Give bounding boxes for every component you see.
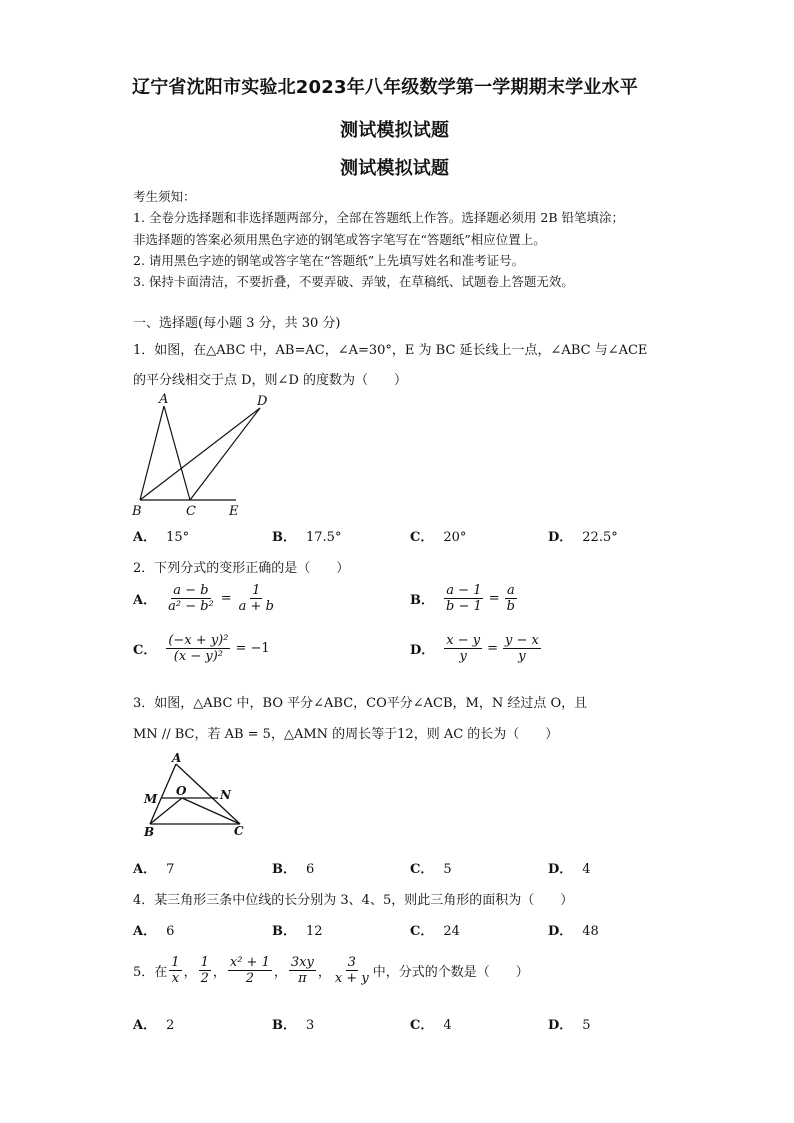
q1-label-B: B: [132, 504, 142, 519]
q3-label-M: M: [144, 792, 158, 806]
q3-label-B: B: [144, 825, 155, 839]
q5-stem: 5．在 $\frac{1}{x}$ ， $\frac{1}{2}$ ， $\frac{\text{x² + 1}}{2}$ ， $\frac{3xy}{\pi}$ ， $\frac{3}{x + y}$ 中，分式的个数是（ ）: [133, 955, 529, 986]
q3-option-d[interactable]: D． 4: [548, 862, 591, 877]
section-heading: 一、选择题(每小题 3 分，共 30 分): [133, 316, 341, 331]
q1-seg-AC: [164, 406, 190, 500]
q3-stem-line1: 3．如图，△ABC 中，BO 平分∠ABC，CO平分∠ACB，M，N 经过点 O，且: [133, 696, 588, 711]
q5-option-c[interactable]: C． 4: [410, 1018, 452, 1033]
notice-line3: 2. 请用黑色字迹的钢笔或答字笔在“答题纸”上先填写姓名和准考证号。: [133, 253, 525, 268]
q3-option-a[interactable]: A． 7: [133, 862, 175, 877]
q2-option-d[interactable]: D． $\frac{x - y}{y}$ = $\frac{y - x}{y}$: [410, 633, 539, 664]
q1-option-c[interactable]: C． 20°: [410, 530, 467, 545]
q4-option-c[interactable]: C． 24: [410, 924, 460, 939]
q3-stem-line2: MN // BC，若 AB = 5，△AMN 的周长等于12，则 AC 的长为（ ）: [133, 727, 559, 742]
q3-option-b[interactable]: B． 6: [272, 862, 315, 877]
q3-figure: [140, 752, 255, 842]
q2-option-b[interactable]: B． $\frac{a - 1}{b - 1}$ = $\frac{a}{b}$: [410, 583, 515, 614]
q4-option-a[interactable]: A． 6: [133, 924, 175, 939]
q1-label-D: D: [257, 394, 268, 409]
q5-option-a[interactable]: A． 2: [133, 1018, 175, 1033]
q5-option-d[interactable]: D． 5: [548, 1018, 591, 1033]
q1-option-b[interactable]: B． 17.5°: [272, 530, 342, 545]
q2-option-c[interactable]: C． $\frac{\text{(−x + y)²}}{\text{(x − y)²}}$ = −1: [133, 633, 270, 664]
q1-figure: [130, 390, 280, 520]
doc-title-line3: 测试模拟试题: [340, 158, 450, 179]
q1-seg-AB: [140, 406, 164, 500]
q4-stem: 4．某三角形三条中位线的长分别为 3、4、5，则此三角形的面积为（ ）: [133, 893, 574, 908]
q1-label-A: A: [159, 392, 169, 407]
notice-line2: 非选择题的答案必须用黑色字迹的钢笔或答字笔写在“答题纸”相应位置上。: [133, 232, 546, 247]
q3-label-O: O: [176, 784, 187, 798]
q1-label-E: E: [229, 504, 239, 519]
q1-label-C: C: [186, 504, 196, 519]
q4-option-b[interactable]: B． 12: [272, 924, 323, 939]
q1-option-a[interactable]: A． 15°: [133, 530, 190, 545]
q2-option-a[interactable]: A． $\frac{a - b}{\text{a² − b²}}$ = $\frac{1}{a + b}$: [133, 583, 274, 614]
notice-line1: 1. 全卷分选择题和非选择题两部分，全部在答题纸上作答。选择题必须用 2B 铅笔填涂；: [133, 210, 624, 225]
notice-heading: 考生须知：: [133, 189, 196, 204]
doc-title-line2: 测试模拟试题: [340, 120, 450, 141]
q5-option-b[interactable]: B． 3: [272, 1018, 315, 1033]
q3-label-A: A: [172, 752, 182, 765]
q4-option-d[interactable]: D． 48: [548, 924, 599, 939]
q3-seg-CO: [182, 798, 240, 824]
doc-title-line1: 辽宁省沈阳市实验北2023年八年级数学第一学期期末学业水平: [132, 77, 638, 98]
q1-stem-line2: 的平分线相交于点 D，则∠D 的度数为（ ）: [133, 373, 408, 388]
q1-stem-line1: 1．如图，在△ABC 中，AB=AC，∠A=30°，E 为 BC 延长线上一点，∠ABC 与∠ACE: [133, 343, 648, 358]
q3-label-C: C: [234, 824, 244, 838]
q3-label-N: N: [220, 788, 231, 802]
q3-option-c[interactable]: C． 5: [410, 862, 452, 877]
notice-line4: 3. 保持卡面清洁，不要折叠，不要弄破、弄皱，在草稿纸、试题卷上答题无效。: [133, 274, 574, 289]
q1-option-d[interactable]: D． 22.5°: [548, 530, 618, 545]
q2-stem: 2．下列分式的变形正确的是（ ）: [133, 561, 350, 576]
